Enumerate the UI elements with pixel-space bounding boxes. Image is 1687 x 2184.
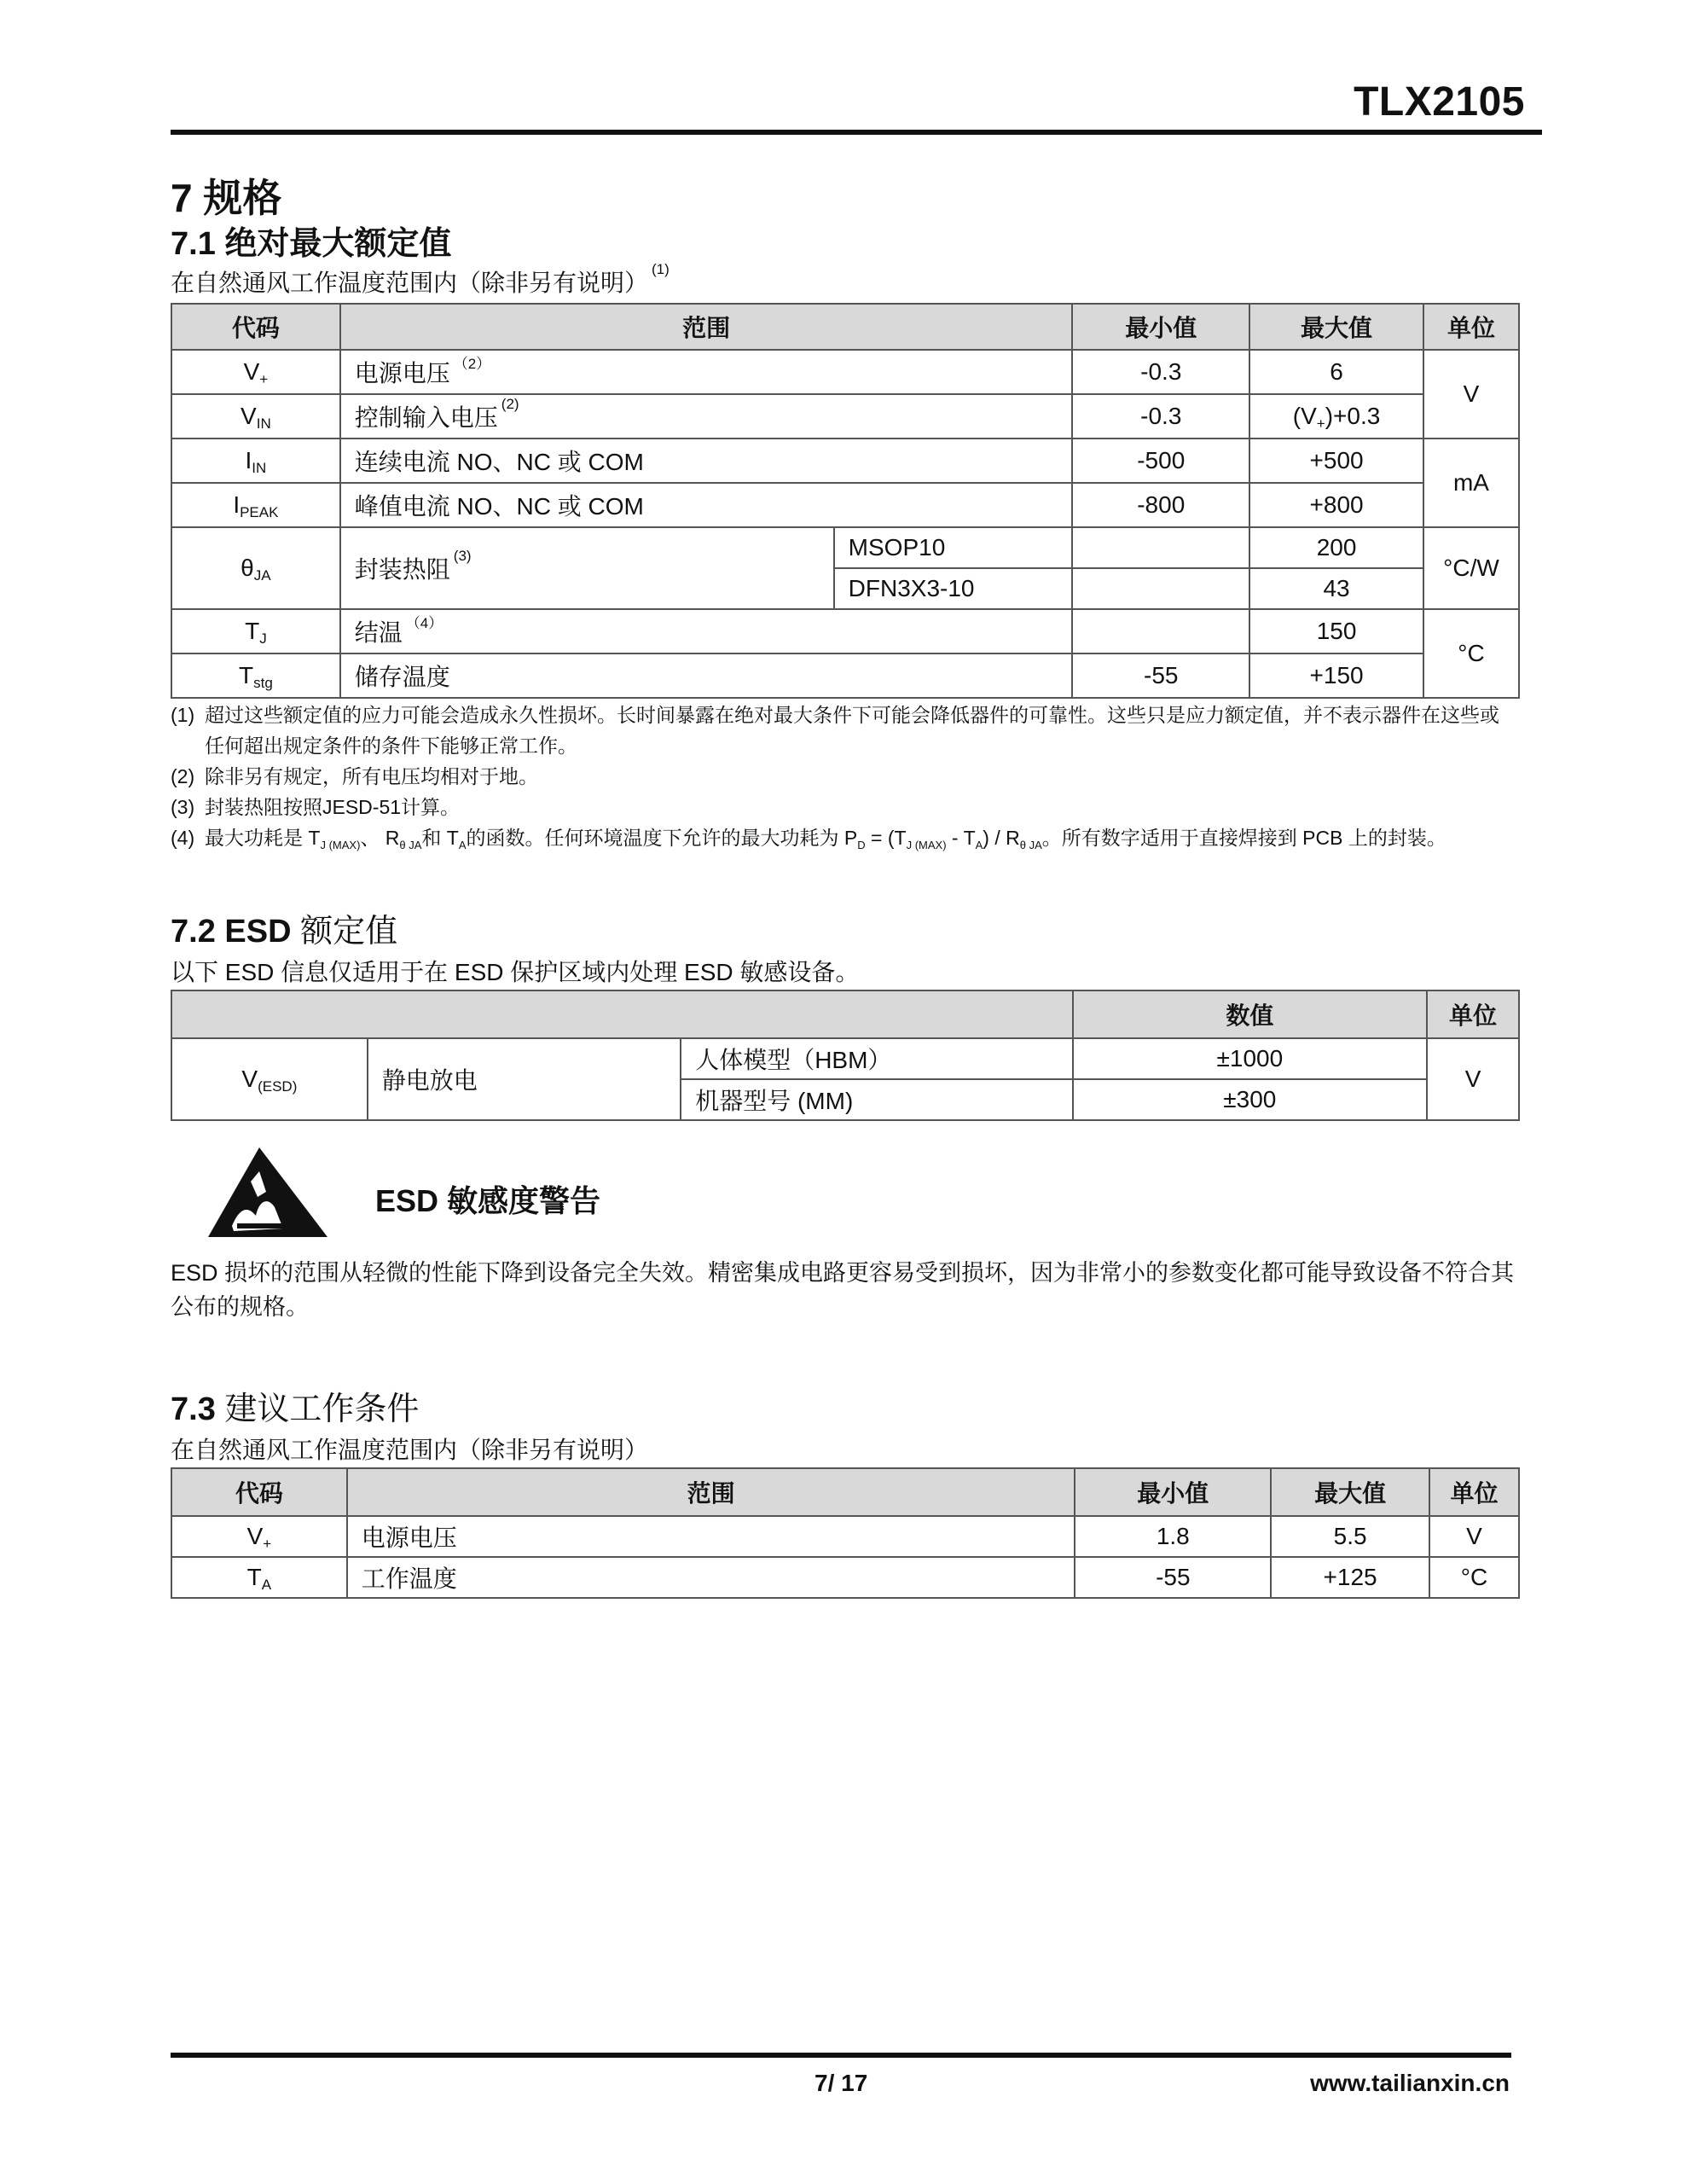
footer-url: www.tailianxin.cn xyxy=(1310,2070,1510,2096)
section-7-1-heading: 7.1 绝对最大额定值 xyxy=(171,226,452,262)
section-7-2-heading: 7.2 ESD 额定值 xyxy=(171,914,398,950)
table-row: $I_{PEAK}$ 峰值电流 NO、NC 或 COM -800 +800 xyxy=(171,483,1519,527)
footnote-3: (3) 封装热阻按照JESD-51计算。 xyxy=(171,796,461,818)
esd-warning-icon xyxy=(208,1147,328,1241)
table-row: $T_{stg}$ 储存温度 -55 +150 xyxy=(171,653,1519,698)
esd-rating-table xyxy=(171,990,1520,1121)
table-row: $V_+$ 电源电压 $^{(2)}$ -0.3 6 V xyxy=(171,350,1519,394)
table-row: DFN3X3-10 43 xyxy=(171,568,1519,609)
footnote-4: (4) 最大功耗是 $T_{J (MAX)}$、 $R_{\theta JA}$和 $T_A$的函数。任何环境温度下允许的最大功耗为 $P_D = (T_{J (MAX)} - T_A) / R_{\theta JA}$。所有数字适用于直接焊接到 PCB 上的封装。 xyxy=(171,827,1446,851)
table-header-row: 代码 范围 最小值 最大值 单位 xyxy=(171,304,1519,350)
recommended-conditions-table xyxy=(171,1467,1520,1599)
header-rule xyxy=(171,130,1542,135)
doc-part-number: TLX2105 xyxy=(1354,79,1525,125)
abs-max-table xyxy=(171,303,1520,699)
footnote-1: (1) 超过这些额定值的应力可能会造成永久性损坏。长时间暴露在绝对最大条件下可能会降低器件的可靠性。这些只是应力额定值，并不表示器件在这些或任何超出规定条件的条件下能够正常工作。 xyxy=(171,704,1499,757)
section-7-2-subtitle: 以下 ESD 信息仅适用于在 ESD 保护区域内处理 ESD 敏感设备。 xyxy=(171,959,860,985)
table-row: $V_{(ESD)}$ 静电放电 人体模型（HBM） ±1000 V xyxy=(171,1038,1519,1079)
page-number: 7/ 17 xyxy=(815,2070,868,2096)
section-7-3-subtitle: 在自然通风工作温度范围内（除非另有说明） xyxy=(171,1437,649,1463)
table-row: $V_{IN}$ 控制输入电压$^{(2)}$ -0.3 $(V_+)+0.3$ xyxy=(171,394,1519,439)
section-7-1-subtitle: 在自然通风工作温度范围内（除非另有说明）$^{(1)}$ xyxy=(171,261,670,296)
table-footnotes xyxy=(171,700,1518,857)
esd-warning-text: ESD 损坏的范围从轻微的性能下降到设备完全失效。精密集成电路更容易受到损坏，因为非常小的参数变化都可能导致设备不符合其公布的规格。 xyxy=(171,1260,1515,1320)
table-row: $I_{IN}$ 连续电流 NO、NC 或 COM -500 +500 mA xyxy=(171,439,1519,483)
table-header-row: 代码 范围 最小值 最大值 单位 xyxy=(171,1468,1519,1516)
table-row: 机器型号 (MM) ±300 xyxy=(171,1079,1519,1120)
table-row: $\theta_{JA}$ 封装热阻$^{(3)}$ MSOP10 200 °C/W xyxy=(171,527,1519,568)
table-row: $V_+$ 电源电压 1.8 5.5 V xyxy=(171,1516,1519,1557)
table-row: $T_A$ 工作温度 -55 +125 °C xyxy=(171,1557,1519,1598)
section-7-heading: 7 规格 xyxy=(171,176,282,220)
footnote-2: (2) 除非另有规定，所有电压均相对于地。 xyxy=(171,765,538,787)
esd-warning-title: ESD 敏感度警告 xyxy=(375,1183,601,1218)
section-7-3-heading: 7.3 建议工作条件 xyxy=(171,1391,420,1427)
table-row: $T_J$ 结温 $^{(4)}$ 150 °C xyxy=(171,609,1519,653)
footer-rule xyxy=(171,2053,1511,2058)
table-header-row: 数值 单位 xyxy=(171,990,1519,1038)
